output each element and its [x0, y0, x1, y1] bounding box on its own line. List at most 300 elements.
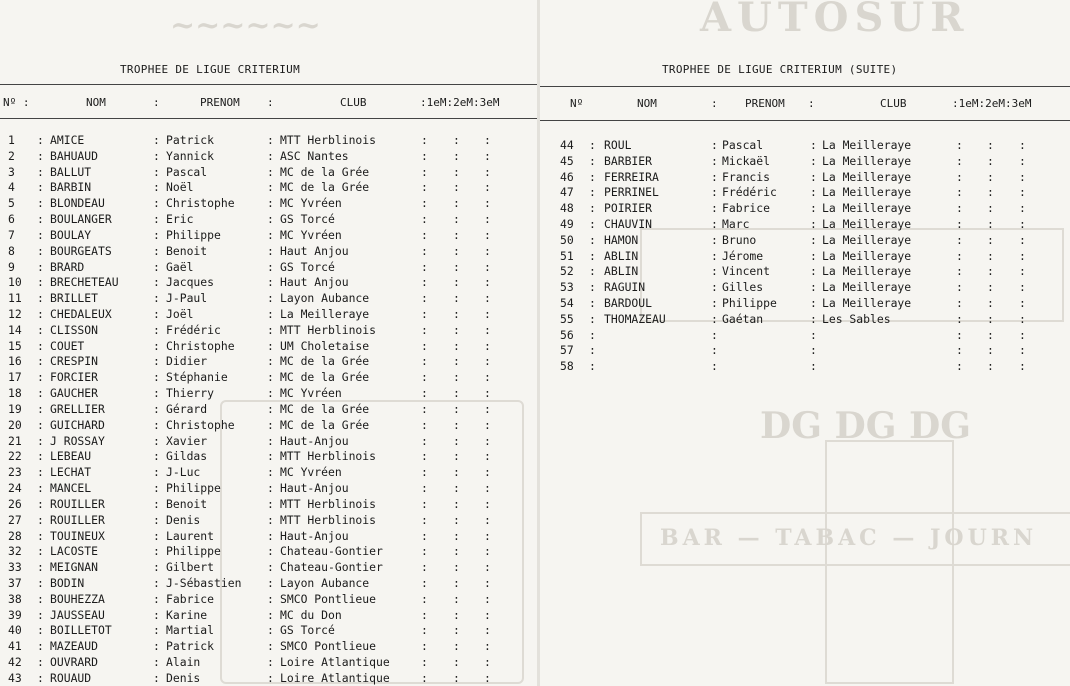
row-club: Loire Atlantique	[280, 670, 390, 685]
row-separator: :	[267, 243, 274, 258]
row-separator: :	[956, 359, 963, 374]
row-nom: MANCEL	[50, 481, 92, 496]
row-separator: :	[421, 180, 428, 195]
row-club: Haut Anjou	[280, 275, 349, 290]
row-separator: :	[987, 280, 994, 295]
row-separator: :	[421, 370, 428, 385]
row-club: GS Torcé	[280, 623, 335, 638]
row-separator: :	[453, 148, 460, 163]
row-separator: :	[484, 575, 491, 590]
table-row	[0, 639, 537, 653]
row-separator: :	[421, 386, 428, 401]
row-separator: :	[153, 639, 160, 654]
row-prenom: Patrick	[166, 639, 215, 654]
row-separator: :	[267, 401, 274, 416]
row-separator: :	[484, 227, 491, 242]
row-separator: :	[711, 232, 718, 247]
row-separator: :	[153, 227, 160, 242]
table-row	[540, 312, 1070, 326]
row-club: MC de la Grée	[280, 164, 370, 179]
row-separator: :	[810, 232, 817, 247]
row-separator: :	[153, 496, 160, 511]
row-separator: :	[453, 512, 460, 527]
row-prenom: Patrick	[166, 133, 215, 147]
row-nom: MAZEAUD	[50, 639, 99, 654]
row-separator: :	[1019, 327, 1026, 342]
row-nom: BLONDEAU	[50, 196, 105, 211]
row-nom: ABLIN	[604, 248, 639, 263]
row-club: Chateau-Gontier	[280, 544, 383, 559]
row-number: 5	[8, 196, 15, 211]
table-row	[0, 196, 537, 210]
table-row	[0, 623, 537, 637]
row-separator: :	[484, 655, 491, 670]
row-separator: :	[37, 148, 44, 163]
row-number: 43	[8, 670, 22, 685]
row-club: MC de la Grée	[280, 370, 370, 385]
row-nom: BOURGEATS	[50, 243, 112, 258]
row-separator: :	[421, 655, 428, 670]
row-separator: :	[453, 322, 460, 337]
row-club: MC Yvréen	[280, 227, 342, 242]
row-separator: :	[711, 359, 718, 374]
row-prenom: Thierry	[166, 386, 215, 401]
row-separator: :	[421, 401, 428, 416]
row-prenom: Frédéric	[166, 322, 221, 337]
row-separator: :	[956, 185, 963, 200]
row-prenom: Pascal	[166, 164, 208, 179]
row-club: GS Torcé	[280, 259, 335, 274]
row-separator: :	[453, 164, 460, 179]
row-separator: :	[267, 560, 274, 575]
row-separator: :	[453, 575, 460, 590]
row-number: 12	[8, 307, 22, 322]
row-separator: :	[37, 481, 44, 496]
row-separator: :	[453, 528, 460, 543]
row-club: Les Sables	[822, 311, 891, 326]
table-row	[540, 138, 1070, 152]
row-separator: :	[1019, 185, 1026, 200]
row-separator: :	[484, 196, 491, 211]
row-separator: :	[267, 575, 274, 590]
table-row	[540, 264, 1070, 278]
row-separator: :	[810, 185, 817, 200]
row-prenom: Gaétan	[722, 311, 764, 326]
row-prenom: Martial	[166, 623, 215, 638]
col-header-manches: :1eM:2eM:3eM	[420, 96, 500, 109]
row-separator: :	[453, 623, 460, 638]
row-number: 10	[8, 275, 22, 290]
row-separator: :	[711, 343, 718, 358]
row-separator: :	[453, 133, 460, 147]
row-separator: :	[37, 322, 44, 337]
row-separator: :	[987, 296, 994, 310]
row-number: 56	[560, 327, 574, 342]
row-separator: :	[421, 338, 428, 353]
row-prenom: Yannick	[166, 148, 215, 163]
row-nom: COUET	[50, 338, 85, 353]
row-separator: :	[453, 401, 460, 416]
row-separator: :	[421, 575, 428, 590]
row-club: La Meilleraye	[280, 307, 370, 322]
table-row	[0, 576, 537, 590]
row-prenom: Karine	[166, 607, 208, 622]
row-separator: :	[484, 370, 491, 385]
header-bottom-rule	[0, 118, 537, 119]
row-prenom: Christophe	[166, 338, 235, 353]
row-separator: :	[987, 153, 994, 168]
row-separator: :	[589, 343, 596, 358]
row-separator: :	[37, 259, 44, 274]
row-separator: :	[711, 311, 718, 326]
row-separator: :	[267, 591, 274, 606]
table-row	[0, 655, 537, 669]
row-separator: :	[37, 670, 44, 685]
row-separator: :	[267, 417, 274, 432]
row-separator: :	[421, 560, 428, 575]
col-header-nom: NOM	[637, 97, 657, 110]
row-club: MTT Herblinois	[280, 496, 377, 511]
row-separator: :	[267, 607, 274, 622]
row-separator: :	[453, 449, 460, 464]
row-number: 26	[8, 496, 22, 511]
row-separator: :	[956, 201, 963, 216]
row-number: 19	[8, 401, 22, 416]
row-separator: :	[267, 481, 274, 496]
row-separator: :	[421, 544, 428, 559]
row-separator: :	[421, 259, 428, 274]
row-separator: :	[37, 528, 44, 543]
row-nom: BARBIER	[604, 153, 653, 168]
row-separator: :	[153, 370, 160, 385]
row-separator: :	[956, 311, 963, 326]
row-nom: LEBEAU	[50, 449, 92, 464]
row-club: Haut-Anjou	[280, 481, 349, 496]
table-row	[0, 133, 537, 147]
row-separator: :	[484, 401, 491, 416]
row-nom: BODIN	[50, 575, 85, 590]
row-separator: :	[453, 275, 460, 290]
row-nom: BOUHEZZA	[50, 591, 105, 606]
row-separator: :	[453, 196, 460, 211]
row-separator: :	[37, 639, 44, 654]
row-separator: :	[956, 232, 963, 247]
header-bottom-rule	[540, 120, 1070, 121]
row-separator: :	[37, 386, 44, 401]
row-prenom: Xavier	[166, 433, 208, 448]
row-separator: :	[153, 133, 160, 147]
table-row	[0, 354, 537, 368]
row-number: 4	[8, 180, 15, 195]
row-separator: :	[711, 264, 718, 279]
row-number: 3	[8, 164, 15, 179]
row-prenom: Gilbert	[166, 560, 215, 575]
row-separator: :	[37, 180, 44, 195]
row-separator: :	[421, 275, 428, 290]
row-separator: :	[153, 433, 160, 448]
row-separator: :	[37, 370, 44, 385]
row-separator: :	[267, 133, 274, 147]
row-club: La Meilleraye	[822, 201, 912, 216]
row-club: MC de la Grée	[280, 417, 370, 432]
row-separator: :	[484, 322, 491, 337]
row-separator: :	[421, 670, 428, 685]
showthrough-ghost: DG DG DG	[760, 405, 971, 447]
row-separator: :	[421, 212, 428, 227]
row-prenom: Eric	[166, 212, 194, 227]
row-club: MC Yvréen	[280, 196, 342, 211]
row-separator: :	[421, 322, 428, 337]
row-separator: :	[484, 291, 491, 306]
row-prenom: J-Paul	[166, 291, 208, 306]
row-club: La Meilleraye	[822, 264, 912, 279]
row-separator: :	[421, 465, 428, 480]
row-separator: :	[153, 481, 160, 496]
row-prenom: Gilles	[722, 280, 764, 295]
row-separator: :	[153, 386, 160, 401]
table-row	[0, 165, 537, 179]
row-number: 50	[560, 232, 574, 247]
row-separator: :	[453, 560, 460, 575]
row-separator: :	[37, 449, 44, 464]
row-separator: :	[153, 180, 160, 195]
row-separator: :	[153, 291, 160, 306]
row-separator: :	[711, 296, 718, 310]
row-nom: BRARD	[50, 259, 85, 274]
row-separator: :	[37, 655, 44, 670]
table-row	[0, 386, 537, 400]
row-number: 21	[8, 433, 22, 448]
row-separator: :	[421, 623, 428, 638]
row-nom: RAGUIN	[604, 280, 646, 295]
row-separator: :	[453, 354, 460, 369]
row-nom: ROUILLER	[50, 512, 105, 527]
row-separator: :	[484, 386, 491, 401]
row-separator: :	[267, 512, 274, 527]
row-separator: :	[589, 217, 596, 231]
row-separator: :	[453, 386, 460, 401]
row-club: La Meilleraye	[822, 217, 912, 231]
row-separator: :	[987, 185, 994, 200]
row-separator: :	[484, 496, 491, 511]
row-separator: :	[810, 169, 817, 184]
row-separator: :	[267, 259, 274, 274]
row-separator: :	[810, 201, 817, 216]
row-separator: :	[589, 169, 596, 184]
row-number: 18	[8, 386, 22, 401]
table-row	[540, 343, 1070, 357]
row-separator: :	[153, 275, 160, 290]
row-number: 47	[560, 185, 574, 200]
row-separator: :	[37, 623, 44, 638]
row-separator: :	[1019, 280, 1026, 295]
row-separator: :	[421, 449, 428, 464]
table-row	[0, 418, 537, 432]
table-row	[0, 402, 537, 416]
row-separator: :	[484, 670, 491, 685]
row-prenom: Philippe	[166, 227, 221, 242]
row-separator: :	[484, 465, 491, 480]
row-nom: LACOSTE	[50, 544, 99, 559]
row-separator: :	[453, 180, 460, 195]
table-row	[540, 170, 1070, 184]
row-separator: :	[711, 280, 718, 295]
row-separator: :	[267, 275, 274, 290]
row-separator: :	[484, 259, 491, 274]
row-separator: :	[589, 359, 596, 374]
row-separator: :	[987, 359, 994, 374]
row-number: 33	[8, 560, 22, 575]
row-separator: :	[153, 607, 160, 622]
row-separator: :	[421, 148, 428, 163]
row-club: La Meilleraye	[822, 138, 912, 152]
row-separator: :	[267, 544, 274, 559]
row-number: 9	[8, 259, 15, 274]
row-separator: :	[421, 164, 428, 179]
row-separator: :	[37, 243, 44, 258]
row-separator: :	[153, 655, 160, 670]
row-separator: :	[484, 639, 491, 654]
row-number: 28	[8, 528, 22, 543]
row-separator: :	[153, 338, 160, 353]
table-row	[0, 244, 537, 258]
table-row	[0, 671, 537, 685]
row-separator: :	[37, 401, 44, 416]
row-nom: CLISSON	[50, 322, 99, 337]
row-separator: :	[421, 496, 428, 511]
row-separator: :	[153, 591, 160, 606]
row-separator: :	[37, 275, 44, 290]
row-prenom: Philippe	[166, 481, 221, 496]
row-separator: :	[37, 133, 44, 147]
row-prenom: Laurent	[166, 528, 215, 543]
row-separator: :	[153, 196, 160, 211]
row-number: 42	[8, 655, 22, 670]
row-separator: :	[37, 560, 44, 575]
row-separator: :	[37, 575, 44, 590]
row-nom: GAUCHER	[50, 386, 99, 401]
row-separator: :	[421, 291, 428, 306]
row-separator: :	[153, 243, 160, 258]
row-separator: :	[453, 591, 460, 606]
row-separator: :	[956, 264, 963, 279]
row-club: MC du Don	[280, 607, 342, 622]
row-separator: :	[37, 465, 44, 480]
row-separator: :	[267, 307, 274, 322]
row-separator: :	[589, 311, 596, 326]
row-number: 20	[8, 417, 22, 432]
row-number: 53	[560, 280, 574, 295]
header-top-rule	[0, 84, 537, 85]
row-separator: :	[956, 138, 963, 152]
right-page-title: TROPHEE DE LIGUE CRITERIUM (SUITE)	[662, 63, 898, 76]
row-prenom: Fabrice	[166, 591, 215, 606]
row-club: Layon Aubance	[280, 575, 370, 590]
row-prenom: Christophe	[166, 417, 235, 432]
row-club: UM Choletaise	[280, 338, 370, 353]
row-number: 39	[8, 607, 22, 622]
row-club: SMCO Pontlieue	[280, 639, 377, 654]
col-header-sep2: :	[808, 97, 815, 110]
table-row	[0, 260, 537, 274]
row-nom: BOILLETOT	[50, 623, 112, 638]
row-separator: :	[589, 185, 596, 200]
col-header-club: CLUB	[880, 97, 907, 110]
row-number: 17	[8, 370, 22, 385]
row-separator: :	[484, 544, 491, 559]
row-prenom: Philippe	[722, 296, 777, 310]
table-row	[0, 513, 537, 527]
row-separator: :	[453, 496, 460, 511]
row-separator: :	[1019, 232, 1026, 247]
row-separator: :	[484, 481, 491, 496]
row-prenom: Mickaël	[722, 153, 771, 168]
row-number: 38	[8, 591, 22, 606]
row-club: Chateau-Gontier	[280, 560, 383, 575]
row-separator: :	[987, 169, 994, 184]
row-prenom: Philippe	[166, 544, 221, 559]
row-nom: ROUAUD	[50, 670, 92, 685]
row-number: 14	[8, 322, 22, 337]
row-separator: :	[484, 354, 491, 369]
row-prenom: Bruno	[722, 232, 757, 247]
row-number: 7	[8, 227, 15, 242]
row-separator: :	[453, 607, 460, 622]
row-nom: GUICHARD	[50, 417, 105, 432]
row-separator: :	[956, 343, 963, 358]
row-separator: :	[589, 153, 596, 168]
row-prenom: Jacques	[166, 275, 215, 290]
row-separator: :	[484, 148, 491, 163]
row-separator: :	[1019, 343, 1026, 358]
row-club: Haut Anjou	[280, 243, 349, 258]
row-separator: :	[1019, 296, 1026, 310]
row-separator: :	[484, 591, 491, 606]
row-separator: :	[453, 338, 460, 353]
row-club: MTT Herblinois	[280, 512, 377, 527]
table-row	[540, 359, 1070, 373]
row-separator: :	[267, 164, 274, 179]
row-prenom: Gaël	[166, 259, 194, 274]
row-prenom: Pascal	[722, 138, 764, 152]
row-separator: :	[453, 465, 460, 480]
row-nom: AMICE	[50, 133, 85, 147]
row-separator: :	[453, 417, 460, 432]
row-separator: :	[153, 528, 160, 543]
row-separator: :	[267, 354, 274, 369]
row-prenom: Alain	[166, 655, 201, 670]
row-separator: :	[956, 153, 963, 168]
row-separator: :	[589, 296, 596, 310]
row-separator: :	[484, 560, 491, 575]
row-separator: :	[484, 528, 491, 543]
row-separator: :	[1019, 311, 1026, 326]
table-row	[0, 608, 537, 622]
row-club: Haut-Anjou	[280, 528, 349, 543]
row-number: 22	[8, 449, 22, 464]
row-separator: :	[421, 133, 428, 147]
row-nom: PERRINEL	[604, 185, 659, 200]
row-separator: :	[267, 670, 274, 685]
row-separator: :	[153, 544, 160, 559]
table-row	[0, 212, 537, 226]
row-separator: :	[453, 227, 460, 242]
row-separator: :	[421, 639, 428, 654]
row-number: 46	[560, 169, 574, 184]
row-separator: :	[37, 307, 44, 322]
row-separator: :	[711, 248, 718, 263]
row-separator: :	[421, 481, 428, 496]
